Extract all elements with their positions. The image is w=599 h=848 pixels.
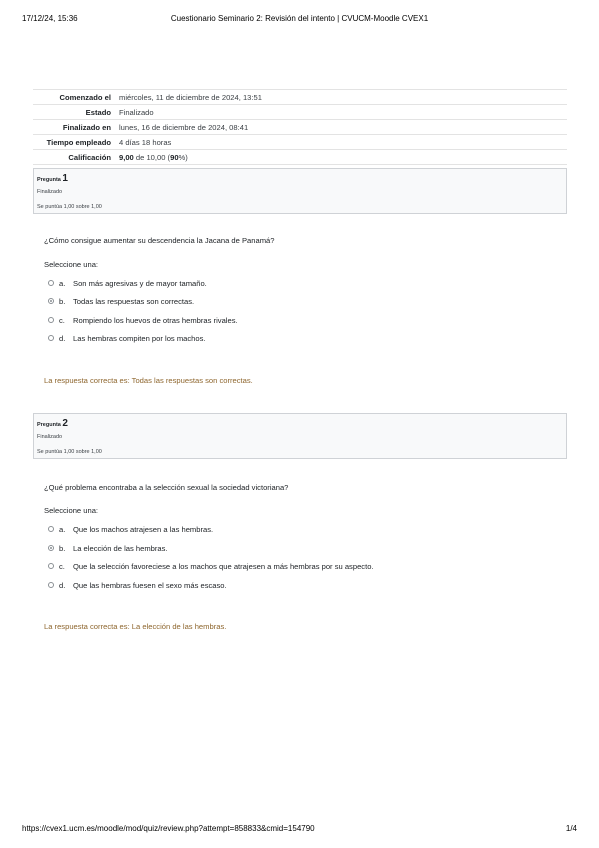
question-state: Finalizado (37, 434, 63, 440)
grade-score: 9,00 (119, 152, 134, 162)
option-letter: c. (59, 561, 65, 571)
option-letter: c. (59, 315, 65, 325)
question-1-option-d[interactable] (48, 333, 206, 343)
question-1-option-c[interactable] (48, 315, 238, 325)
question-1-prompt: Seleccione una: (44, 260, 99, 269)
question-2-option-a[interactable] (48, 524, 213, 534)
question-number-value: 1 (62, 173, 68, 184)
radio-button[interactable] (48, 563, 54, 569)
question-state: Finalizado (37, 189, 63, 195)
summary-label: Calificación (33, 150, 115, 165)
radio-button[interactable] (48, 317, 54, 323)
grade-percent: 90 (170, 152, 179, 162)
summary-value: 4 días 18 horas (115, 135, 567, 150)
question-2-option-d[interactable] (48, 580, 227, 590)
option-text: Que la selección favoreciese a los machos que atrajesen a más hembras por su aspecto. (73, 561, 374, 571)
summary-label: Estado (33, 105, 115, 120)
question-number (37, 418, 68, 429)
print-page-number: 1/4 (565, 824, 577, 833)
summary-label: Finalizado en (33, 120, 115, 135)
summary-value: Finalizado (115, 105, 567, 120)
attempt-summary-table (33, 89, 567, 165)
summary-row-state (33, 105, 567, 120)
radio-button[interactable] (48, 280, 54, 286)
option-letter: b. (59, 296, 66, 306)
option-letter: d. (59, 580, 66, 590)
radio-button[interactable] (48, 526, 54, 532)
print-date: 17/12/24, 15:36 (22, 14, 78, 23)
question-2-right-answer: La respuesta correcta es: La elección de las hembras. (44, 622, 227, 631)
option-letter: d. (59, 333, 66, 343)
question-2-info (33, 413, 567, 459)
print-page-title: Cuestionario Seminario 2: Revisión del intento | CVUCM-Moodle CVEX1 (170, 14, 429, 23)
question-1-option-b[interactable] (48, 296, 194, 306)
summary-grade-value (115, 150, 567, 165)
summary-row-time-taken (33, 135, 567, 150)
grade-end: %) (178, 152, 188, 162)
summary-row-grade (33, 150, 567, 165)
option-letter: a. (59, 278, 66, 288)
option-text: Las hembras compiten por los machos. (73, 333, 206, 343)
grade-middle: de 10,00 ( (133, 152, 171, 162)
question-grade: Se puntúa 1,00 sobre 1,00 (37, 449, 102, 455)
option-text: Son más agresivas y de mayor tamaño. (73, 278, 207, 288)
question-label: Pregunta (37, 422, 61, 428)
summary-value: lunes, 16 de diciembre de 2024, 08:41 (115, 120, 567, 135)
radio-button[interactable] (48, 335, 54, 341)
option-text: Que los machos atrajesen a las hembras. (73, 524, 214, 534)
option-text: Rompiendo los huevos de otras hembras rivales. (73, 315, 238, 325)
summary-row-finished (33, 120, 567, 135)
option-text: Que las hembras fuesen el sexo más escaso. (73, 580, 227, 590)
option-text: Todas las respuestas son correctas. (73, 296, 195, 306)
question-2-text: ¿Qué problema encontraba a la selección sexual la sociedad victoriana? (44, 483, 289, 492)
question-1-info (33, 168, 567, 214)
option-letter: a. (59, 524, 66, 534)
radio-button-selected[interactable] (48, 545, 54, 551)
question-2-prompt: Seleccione una: (44, 506, 99, 515)
print-url: https://cvex1.ucm.es/moodle/mod/quiz/review.php?attempt=858833&cmid=154790 (22, 824, 315, 833)
question-1-right-answer: La respuesta correcta es: Todas las respuestas son correctas. (44, 376, 253, 385)
option-text: La elección de las hembras. (73, 543, 168, 553)
question-2-option-c[interactable] (48, 561, 374, 571)
question-number (37, 173, 68, 184)
question-grade: Se puntúa 1,00 sobre 1,00 (37, 204, 102, 210)
summary-label: Tiempo empleado (33, 135, 115, 150)
radio-button-selected[interactable] (48, 298, 54, 304)
question-1-text: ¿Cómo consigue aumentar su descendencia la Jacana de Panamá? (44, 236, 275, 245)
question-1-option-a[interactable] (48, 278, 207, 288)
summary-label: Comenzado el (33, 90, 115, 105)
summary-row-started (33, 90, 567, 105)
summary-value: miércoles, 11 de diciembre de 2024, 13:51 (115, 90, 567, 105)
question-label: Pregunta (37, 177, 61, 183)
option-letter: b. (59, 543, 66, 553)
question-2-option-b[interactable] (48, 543, 168, 553)
radio-button[interactable] (48, 582, 54, 588)
question-number-value: 2 (62, 418, 68, 429)
